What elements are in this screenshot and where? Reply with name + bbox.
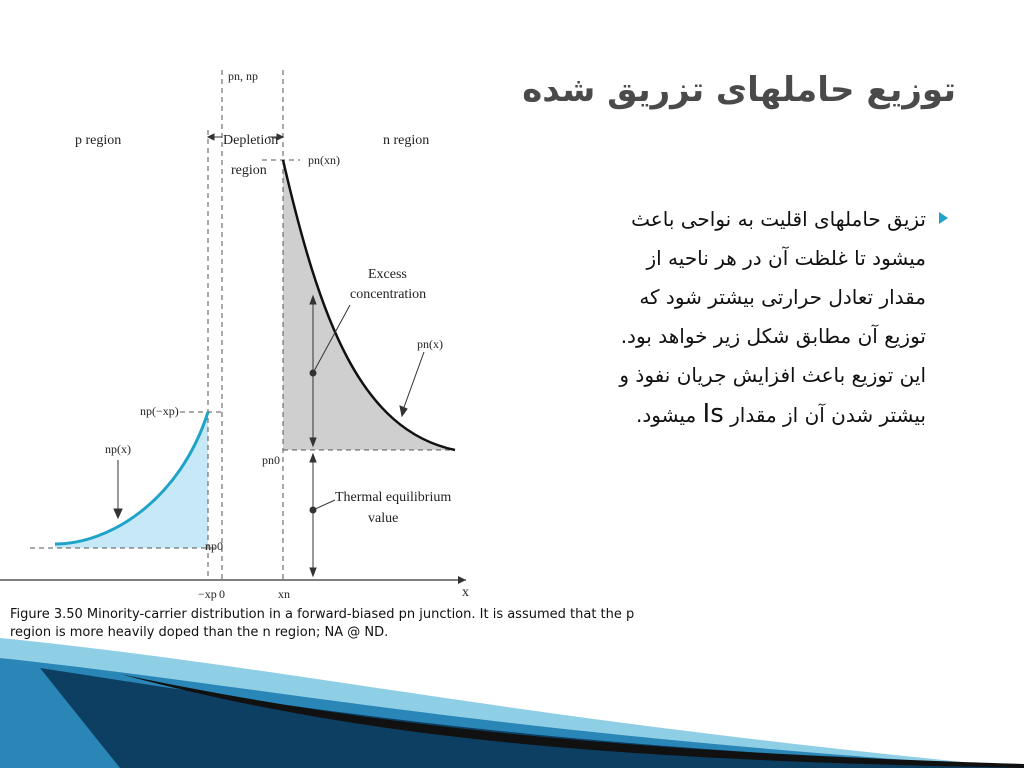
bullet-line: این توزیع باعث افزایش جریان نفوذ و	[619, 363, 926, 387]
np-neg-xp-label: np(−xp)	[140, 404, 179, 418]
x-axis-label: x	[462, 585, 469, 600]
np0-label: np0	[205, 539, 223, 553]
is-symbol: Is	[702, 399, 724, 429]
bullet-line-part: میشود.	[635, 403, 697, 427]
bullet-line-part: بیشتر شدن آن از مقدار	[730, 403, 926, 427]
excess-label-2: concentration	[350, 287, 427, 302]
bullet-line: تزیق حاملهای اقلیت به نواحی باعث	[631, 207, 926, 231]
excess-label-1: Excess	[368, 267, 407, 282]
caption-line-1: Figure 3.50 Minority-carrier distribution in a forward-biased pn junction. It is assumed that the p	[10, 607, 635, 622]
carrier-distribution-diagram	[0, 60, 500, 605]
depletion-arrowhead-left-icon	[208, 134, 214, 140]
p-region-label: p region	[75, 133, 122, 148]
n-region-label: n region	[383, 133, 430, 148]
bullet-line: مقدار تعادل حرارتی بیشتر شود که	[639, 285, 926, 309]
bullet-text	[516, 200, 926, 435]
bullet-line: توزیع آن مطابق شکل زیر خواهد بود.	[620, 324, 926, 348]
y-axis-label: pn, np	[228, 69, 258, 83]
decorative-swoosh	[0, 638, 1024, 768]
pn-x-arrowhead-icon	[400, 406, 407, 416]
caption-line-2: region is more heavily doped than the n region; NA @ ND.	[10, 625, 389, 640]
thermal-label-2: value	[368, 511, 399, 526]
thermal-arrowhead-up-icon	[310, 454, 316, 462]
np-excess-fill	[55, 412, 208, 548]
tick-xn: xn	[278, 587, 290, 601]
pn-xn-label: pn(xn)	[308, 153, 340, 167]
bullet-line-last	[516, 395, 926, 435]
tick-zero: 0	[219, 587, 225, 601]
x-axis-arrow-icon	[458, 576, 466, 584]
np-x-arrowhead-icon	[114, 509, 122, 518]
np-x-label: np(x)	[105, 442, 131, 456]
pn-x-pointer	[403, 352, 424, 410]
pn-excess-fill	[283, 160, 455, 450]
tick-neg-xp: −xp	[198, 587, 217, 601]
figure-caption	[10, 606, 770, 642]
thermal-pointer	[313, 500, 335, 510]
bullet-arrow-icon	[939, 212, 948, 224]
slide-title: توزیع حاملهای تزریق شده	[522, 70, 956, 110]
pn-x-label: pn(x)	[417, 337, 443, 351]
thermal-arrowhead-down-icon	[310, 568, 316, 576]
bullet-line: میشود تا غلظت آن در هر ناحیه از	[646, 246, 926, 270]
depletion-label-2: region	[231, 163, 267, 178]
depletion-label-1: Depletion	[223, 133, 279, 148]
thermal-label-1: Thermal equilibrium	[335, 490, 452, 505]
pn0-label: pn0	[262, 453, 280, 467]
